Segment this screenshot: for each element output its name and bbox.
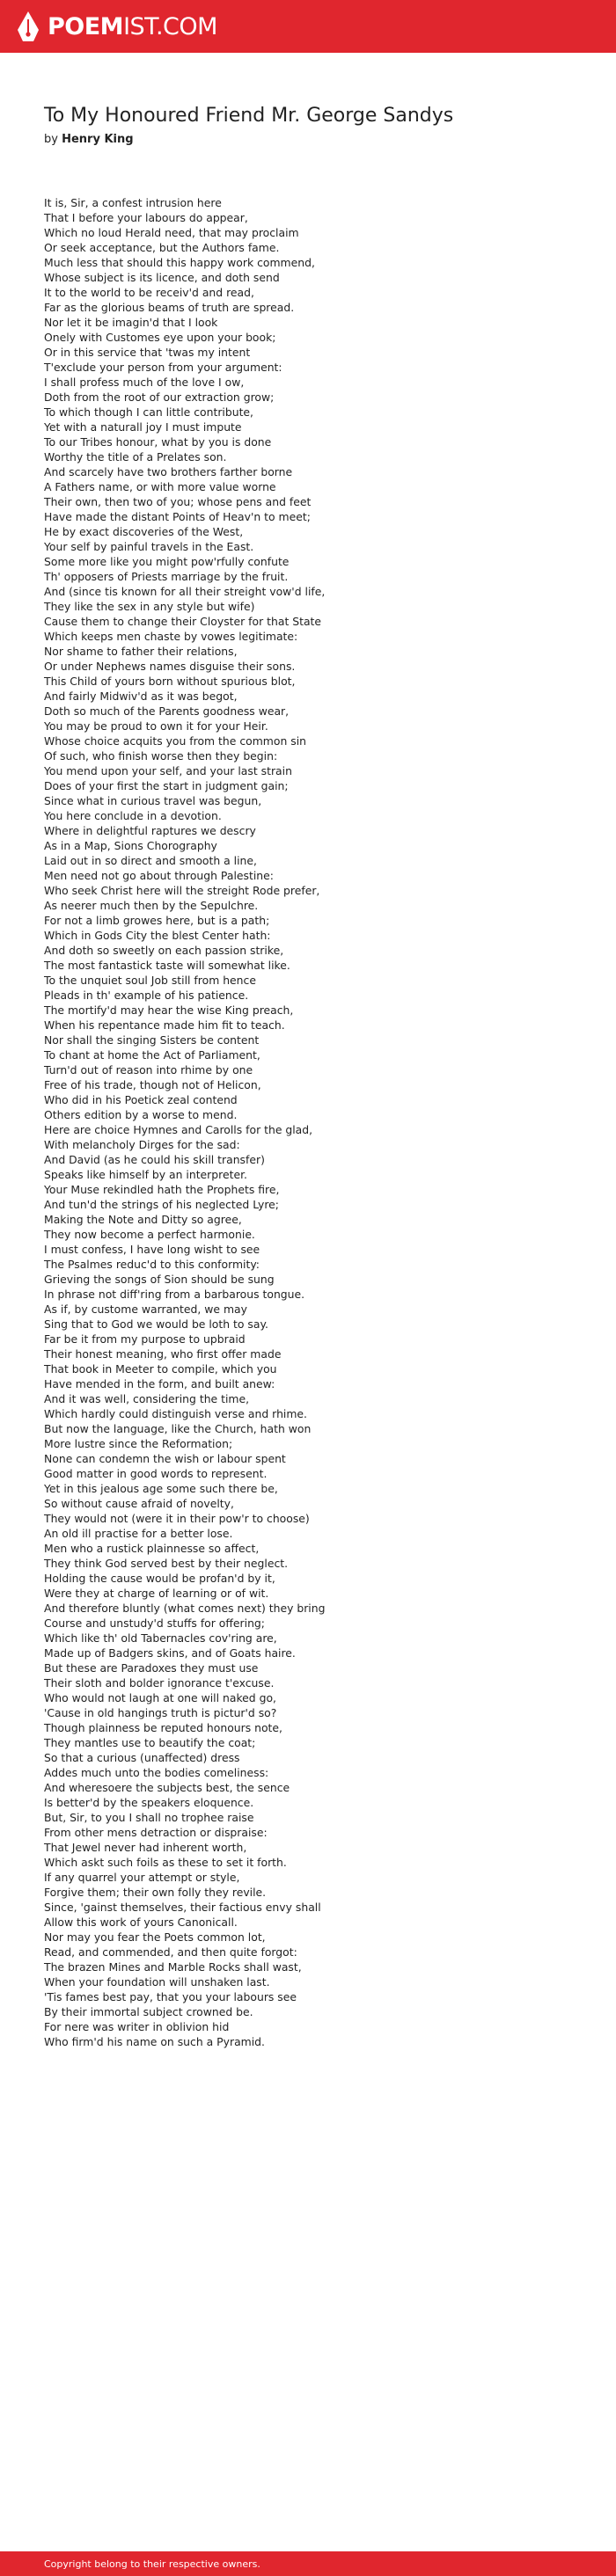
poem-line: Which askt such foils as these to set it forth.: [44, 1856, 287, 1869]
poem-line: Which in Gods City the blest Center hath:: [44, 929, 271, 942]
poem-line: Holding the cause would be profan'd by it,: [44, 1572, 275, 1585]
poem-line: That I before your labours do appear,: [44, 211, 248, 224]
poem-line: Have mended in the form, and built anew:: [44, 1377, 275, 1390]
poem-line: Turn'd out of reason into rhime by one: [44, 1063, 253, 1076]
poem-line: Far as the glorious beams of truth are spread.: [44, 301, 295, 314]
poem-line: Who did in his Poetick zeal contend: [44, 1093, 238, 1106]
poem-line: Or in this service that 'twas my intent: [44, 346, 251, 359]
poem-line: But, Sir, to you I shall no trophee raise: [44, 1811, 254, 1824]
poem-line: And David (as he could his skill transfer): [44, 1153, 265, 1166]
site-footer: [0, 2551, 616, 2576]
poem-line: Which no loud Herald need, that may proclaim: [44, 226, 299, 239]
poem-line: 'Tis fames best pay, that you your labours see: [44, 1990, 297, 2003]
poem-line: A Fathers name, or with more value worne: [44, 480, 276, 493]
poem-line: The mortify'd may hear the wise King preach,: [44, 1003, 294, 1017]
poem-line: Have made the distant Points of Heav'n to meet;: [44, 510, 311, 523]
poem-line: And it was well, considering the time,: [44, 1392, 250, 1405]
poem-line: Nor shall the singing Sisters be content: [44, 1033, 260, 1047]
poem-line: So without cause afraid of novelty,: [44, 1497, 234, 1510]
poem-line: Doth from the root of our extraction grow;: [44, 390, 275, 404]
poem-line: Which like th' old Tabernacles cov'ring are,: [44, 1631, 277, 1645]
poem-line: You here conclude in a devotion.: [44, 809, 222, 822]
poem-line: Onely with Customes eye upon your book;: [44, 331, 276, 344]
poem-line: As in a Map, Sions Chorography: [44, 839, 217, 852]
poem-line: It is, Sir, a confest intrusion here: [44, 196, 222, 209]
author-link[interactable]: Henry King: [62, 133, 134, 146]
poem-line: By their immortal subject crowned be.: [44, 2005, 253, 2018]
poem-line: As neerer much then by the Sepulchre.: [44, 899, 259, 912]
poem-line: And fairly Midwiv'd as it was begot,: [44, 690, 238, 703]
poem-line: Worthy the title of a Prelates son.: [44, 450, 227, 463]
poem-line: Your Muse rekindled hath the Prophets fire,: [44, 1183, 280, 1196]
poem-line: Laid out in so direct and smooth a line,: [44, 854, 257, 867]
poem-line: When his repentance made him fit to teach.: [44, 1018, 285, 1032]
poem-line: When your foundation will unshaken last.: [44, 1975, 270, 1989]
poem-line: Nor shame to father their relations,: [44, 645, 238, 658]
poem-line: Course and unstudy'd stuffs for offering;: [44, 1616, 265, 1630]
poem-line: Good matter in good words to represent.: [44, 1467, 268, 1480]
poem-line: Men need not go about through Palestine:: [44, 869, 274, 882]
poem-line: That book in Meeter to compile, which you: [44, 1362, 277, 1376]
poem-line: More lustre since the Reformation;: [44, 1437, 233, 1450]
poem-line: 'Cause in old hangings truth is pictur'd so?: [44, 1706, 277, 1719]
poem-line: In phrase not diff'ring from a barbarous tongue.: [44, 1288, 305, 1301]
poem-line: Though plainness be reputed honours note,: [44, 1721, 282, 1734]
poem-line: Of such, who finish worse then they begin:: [44, 749, 278, 763]
poem-line: From other mens detraction or dispraise:: [44, 1826, 268, 1839]
logo-light-text: IST.COM: [123, 12, 217, 40]
poem-line: I must confess, I have long wisht to see: [44, 1243, 260, 1256]
poem-line: The brazen Mines and Marble Rocks shall wast,: [44, 1960, 302, 1974]
poem-line: Speaks like himself by an interpreter.: [44, 1168, 247, 1181]
poem-line: An old ill practise for a better lose.: [44, 1527, 233, 1540]
poem-line: And therefore bluntly (what comes next) they bring: [44, 1602, 326, 1615]
poem-line: Whose subject is its licence, and doth send: [44, 271, 280, 284]
poem-line: As if, by custome warranted, we may: [44, 1303, 247, 1316]
poem-line: Whose choice acquits you from the common sin: [44, 734, 306, 748]
copyright-text: Copyright belong to their respective owners.: [44, 2558, 260, 2570]
poem-line: Here are choice Hymnes and Carolls for the glad,: [44, 1123, 313, 1136]
poem-line: Since, 'gainst themselves, their factious envy shall: [44, 1901, 321, 1914]
poem-line: Where in delightful raptures we descry: [44, 824, 256, 837]
poem-line: Who would not laugh at one will naked go,: [44, 1691, 276, 1704]
poem-line: If any quarrel your attempt or style,: [44, 1871, 240, 1884]
poem-line: Or under Nephews names disguise their sons.: [44, 660, 296, 673]
poem-line: That Jewel never had inherent worth,: [44, 1841, 247, 1854]
poem-line: I shall profess much of the love I ow,: [44, 376, 245, 389]
poem-line: But these are Paradoxes they must use: [44, 1661, 259, 1675]
poem-line: Nor let it be imagin'd that I look: [44, 316, 218, 329]
poem-line: For not a limb growes here, but is a path;: [44, 914, 270, 927]
poem-line: With melancholy Dirges for the sad:: [44, 1138, 240, 1151]
poem-line: Who firm'd his name on such a Pyramid.: [44, 2035, 265, 2048]
poem-line: Others edition by a worse to mend.: [44, 1108, 238, 1121]
poem-line: To the unquiet soul Job still from hence: [44, 974, 256, 987]
poem-line: And scarcely have two brothers farther borne: [44, 465, 293, 478]
poem-line: And wheresoere the subjects best, the sence: [44, 1781, 290, 1794]
poem-line: Or seek acceptance, but the Authors fame.: [44, 241, 280, 254]
poem-line: Since what in curious travel was begun,: [44, 794, 262, 807]
poem-line: Forgive them; their own folly they revile.: [44, 1886, 267, 1899]
poem-line: Making the Note and Ditty so agree,: [44, 1213, 242, 1226]
poem-line: Cause them to change their Cloyster for that State: [44, 615, 322, 628]
poem-line: He by exact discoveries of the West,: [44, 525, 244, 538]
poem-line: They like the sex in any style but wife): [44, 600, 255, 613]
poem-line: They mantles use to beautify the coat;: [44, 1736, 256, 1749]
poem-line: Th' opposers of Priests marriage by the fruit.: [44, 570, 289, 583]
poem-line: T'exclude your person from your argument:: [44, 361, 282, 374]
site-header: [0, 0, 616, 53]
poem-line: Their honest meaning, who first offer made: [44, 1347, 282, 1361]
poem-line: Were they at charge of learning or of wit.: [44, 1587, 269, 1600]
poem-byline: [44, 132, 134, 148]
poem-line: Is better'd by the speakers eloquence.: [44, 1796, 254, 1809]
poem-line: You may be proud to own it for your Heir.: [44, 719, 268, 733]
poem-line: Who seek Christ here will the streight Rode prefer,: [44, 884, 320, 897]
poem-line: Your self by painful travels in the East.: [44, 540, 254, 553]
poem-line: The Psalmes reduc'd to this conformity:: [44, 1258, 260, 1271]
poem-line: The most fantastick taste will somewhat like.: [44, 959, 290, 972]
poem-line: Far be it from my purpose to upbraid: [44, 1332, 246, 1346]
poem-line: Pleads in th' example of his patience.: [44, 989, 249, 1002]
poem-line: Free of his trade, though not of Helicon,: [44, 1078, 261, 1091]
poem-line: They think God served best by their neglect.: [44, 1557, 289, 1570]
poem-line: To which though I can little contribute,: [44, 405, 253, 419]
poem-line: So that a curious (unaffected) dress: [44, 1751, 240, 1764]
poem-line: To chant at home the Act of Parliament,: [44, 1048, 260, 1062]
poem-body: [44, 195, 572, 2049]
poem-line: Their own, then two of you; whose pens and feet: [44, 495, 312, 508]
poem-line: Nor may you fear the Poets common lot,: [44, 1930, 266, 1944]
poem-line: Doth so much of the Parents goodness wear,: [44, 704, 290, 718]
poem-line: Allow this work of yours Canonicall.: [44, 1916, 238, 1929]
poem-line: To our Tribes honour, what by you is done: [44, 435, 272, 449]
poem-line: Men who a rustick plainnesse so affect,: [44, 1542, 260, 1555]
poem-line: Yet in this jealous age some such there be,: [44, 1482, 278, 1495]
poem-line: And tun'd the strings of his neglected Lyre;: [44, 1198, 279, 1211]
poem-title: To My Honoured Friend Mr. George Sandys: [44, 105, 454, 127]
poem-line: You mend upon your self, and your last strain: [44, 764, 292, 777]
poem-line: Yet with a naturall joy I must impute: [44, 420, 242, 434]
poem-line: Which keeps men chaste by vowes legitimate:: [44, 630, 298, 643]
poem-line: Sing that to God we would be loth to say.: [44, 1317, 268, 1331]
poem-line: Does of your first the start in judgment gain;: [44, 779, 289, 792]
poem-line: For nere was writer in oblivion hid: [44, 2020, 230, 2033]
by-label: by: [44, 133, 58, 146]
poem-line: Much less that should this happy work commend,: [44, 256, 315, 269]
poem-line: And (since tis known for all their streight vow'd life,: [44, 585, 326, 598]
poem-line: They now become a perfect harmonie.: [44, 1228, 255, 1241]
poem-line: Their sloth and bolder ignorance t'excuse.: [44, 1676, 275, 1689]
logo-bold-text: POEM: [48, 12, 124, 40]
poem-line: Made up of Badgers skins, and of Goats haire.: [44, 1646, 296, 1660]
poem-line: None can condemn the wish or labour spent: [44, 1452, 286, 1465]
poem-line: Read, and commended, and then quite forgot:: [44, 1945, 297, 1959]
pen-nib-icon: [16, 11, 40, 42]
poem-line: Grieving the songs of Sion should be sung: [44, 1273, 275, 1286]
poem-line: Addes much unto the bodies comeliness:: [44, 1766, 269, 1779]
poem-line: This Child of yours born without spurious blot,: [44, 675, 296, 688]
poem-line: But now the language, like the Church, hath won: [44, 1422, 312, 1435]
poem-line: And doth so sweetly on each passion strike,: [44, 944, 284, 957]
poem-line: It to the world to be receiv'd and read,: [44, 286, 254, 299]
poem-line: Which hardly could distinguish verse and rhime.: [44, 1407, 307, 1420]
site-logo-link[interactable]: [48, 12, 217, 40]
poem-line: Some more like you might pow'rfully confute: [44, 555, 290, 568]
poem-line: They would not (were it in their pow'r to choose): [44, 1512, 310, 1525]
